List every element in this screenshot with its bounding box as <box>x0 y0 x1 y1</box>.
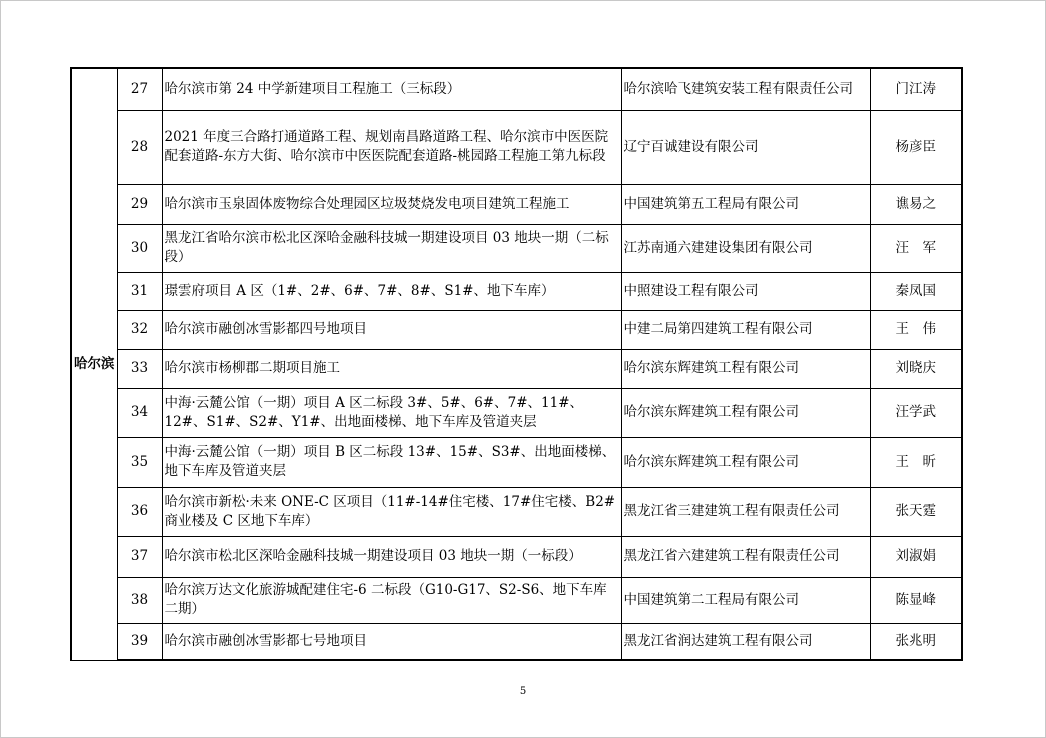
row-number: 39 <box>117 623 162 660</box>
project-name: 哈尔滨万达文化旅游城配建住宅-6 二标段（G10-G17、S2-S6、地下车库二期） <box>162 577 621 623</box>
project-name: 哈尔滨市松北区深哈金融科技城一期建设项目 03 地块一期（一标段） <box>162 536 621 577</box>
row-number: 33 <box>117 349 162 388</box>
company-name: 江苏南通六建建设集团有限公司 <box>621 224 870 272</box>
table-row <box>71 68 962 110</box>
table-row <box>71 310 962 349</box>
table-body <box>71 68 962 660</box>
row-number: 38 <box>117 577 162 623</box>
company-name: 黑龙江省润达建筑工程有限公司 <box>621 623 870 660</box>
table-row <box>71 536 962 577</box>
project-manager: 陈显峰 <box>870 577 962 623</box>
row-number: 34 <box>117 388 162 437</box>
project-manager: 王 昕 <box>870 437 962 487</box>
project-manager: 刘淑娟 <box>870 536 962 577</box>
project-name: 哈尔滨市玉泉固体废物综合处理园区垃圾焚烧发电项目建筑工程施工 <box>162 184 621 224</box>
company-name: 中国建筑第二工程局有限公司 <box>621 577 870 623</box>
row-number: 27 <box>117 68 162 110</box>
project-name: 中海·云麓公馆（一期）项目 A 区二标段 3#、5#、6#、7#、11#、12#、S1#、S2#、Y1#、出地面楼梯、地下车库及管道夹层 <box>162 388 621 437</box>
project-manager: 王 伟 <box>870 310 962 349</box>
company-name: 辽宁百诚建设有限公司 <box>621 110 870 184</box>
row-number: 37 <box>117 536 162 577</box>
project-name: 哈尔滨市杨柳郡二期项目施工 <box>162 349 621 388</box>
row-number: 30 <box>117 224 162 272</box>
table-row <box>71 623 962 660</box>
company-name: 中国建筑第五工程局有限公司 <box>621 184 870 224</box>
project-manager: 杨彦臣 <box>870 110 962 184</box>
company-name: 中照建设工程有限公司 <box>621 272 870 310</box>
company-name: 中建二局第四建筑工程有限公司 <box>621 310 870 349</box>
table-row <box>71 184 962 224</box>
project-manager: 秦凤国 <box>870 272 962 310</box>
page-number: 5 <box>519 686 527 697</box>
region-cell: 哈尔滨 <box>71 68 117 660</box>
project-name: 哈尔滨市新松·未来 ONE-C 区项目（11#-14#住宅楼、17#住宅楼、B2#商业楼及 C 区地下车库） <box>162 487 621 536</box>
table-row <box>71 224 962 272</box>
project-name: 2021 年度三合路打通道路工程、规划南昌路道路工程、哈尔滨市中医医院配套道路-东方大街、哈尔滨市中医医院配套道路-桃园路工程施工第九标段 <box>162 110 621 184</box>
table-row <box>71 577 962 623</box>
row-number: 29 <box>117 184 162 224</box>
table-row <box>71 349 962 388</box>
company-name: 哈尔滨东辉建筑工程有限公司 <box>621 388 870 437</box>
table-row <box>71 272 962 310</box>
project-name: 中海·云麓公馆（一期）项目 B 区二标段 13#、15#、S3#、出地面楼梯、地下车库及管道夹层 <box>162 437 621 487</box>
row-number: 28 <box>117 110 162 184</box>
project-manager: 谯易之 <box>870 184 962 224</box>
project-manager: 门江涛 <box>870 68 962 110</box>
project-manager: 汪 军 <box>870 224 962 272</box>
project-name: 哈尔滨市融创冰雪影都四号地项目 <box>162 310 621 349</box>
row-number: 31 <box>117 272 162 310</box>
project-name: 哈尔滨市融创冰雪影都七号地项目 <box>162 623 621 660</box>
project-manager: 汪学武 <box>870 388 962 437</box>
company-name: 哈尔滨东辉建筑工程有限公司 <box>621 437 870 487</box>
row-number: 32 <box>117 310 162 349</box>
company-name: 黑龙江省六建建筑工程有限责任公司 <box>621 536 870 577</box>
project-manager: 刘晓庆 <box>870 349 962 388</box>
project-name: 黑龙江省哈尔滨市松北区深哈金融科技城一期建设项目 03 地块一期（二标段） <box>162 224 621 272</box>
table-row <box>71 110 962 184</box>
project-name: 璟雲府项目 A 区（1#、2#、6#、7#、8#、S1#、地下车库） <box>162 272 621 310</box>
table-row <box>71 437 962 487</box>
project-manager: 张兆明 <box>870 623 962 660</box>
project-name: 哈尔滨市第 24 中学新建项目工程施工（三标段） <box>162 68 621 110</box>
project-table <box>70 67 963 661</box>
project-manager: 张天霆 <box>870 487 962 536</box>
company-name: 哈尔滨哈飞建筑安装工程有限责任公司 <box>621 68 870 110</box>
table-row <box>71 388 962 437</box>
company-name: 黑龙江省三建建筑工程有限责任公司 <box>621 487 870 536</box>
company-name: 哈尔滨东辉建筑工程有限公司 <box>621 349 870 388</box>
row-number: 35 <box>117 437 162 487</box>
table-row <box>71 487 962 536</box>
row-number: 36 <box>117 487 162 536</box>
